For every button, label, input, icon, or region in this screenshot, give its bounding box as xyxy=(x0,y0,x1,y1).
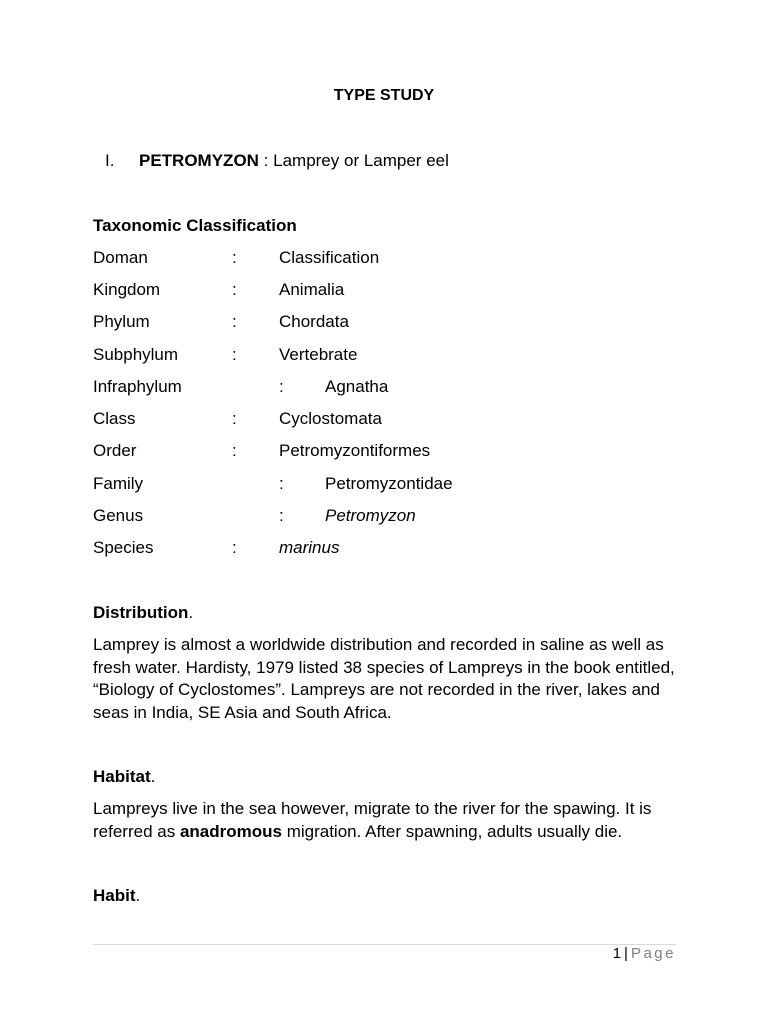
taxonomy-value: Classification xyxy=(279,248,380,267)
taxonomy-colon: : xyxy=(279,506,284,525)
taxonomy-value: Chordata xyxy=(279,312,349,331)
taxonomy-colon: : xyxy=(232,280,237,299)
taxonomy-rank: Phylum xyxy=(93,312,150,331)
distribution-paragraph: Lamprey is almost a worldwide distribution and recorded in saline as well as fresh water. Hardisty, 1979 listed 38 species of Lampreys in the book entitled, “Biology of Cyclostomes”. Lampreys are not recorded in the river, lakes and seas in India, SE Asia and South Africa. xyxy=(93,635,675,723)
taxonomy-rank: Order xyxy=(93,441,137,460)
distribution-title: Distribution xyxy=(93,603,189,622)
taxonomy-value: Agnatha xyxy=(325,377,389,396)
distribution-heading xyxy=(93,603,193,623)
taxonomy-rank: Kingdom xyxy=(93,280,161,299)
taxonomy-colon: : xyxy=(232,312,237,331)
taxonomy-rank: Infraphylum xyxy=(93,377,182,396)
distribution-period: . xyxy=(188,603,194,622)
taxonomy-value: Petromyzontiformes xyxy=(279,441,431,460)
taxonomy-rank: Class xyxy=(93,409,136,428)
taxonomy-rank: Family xyxy=(93,474,144,493)
taxonomy-value: Petromyzon xyxy=(325,506,416,525)
habitat-text-before: Lampreys live in the sea however, migrate to the river for the spawing. It is referred as xyxy=(93,799,652,841)
taxonomy-colon: : xyxy=(232,409,237,428)
habitat-title: Habitat xyxy=(93,767,151,786)
page-number: 1 xyxy=(612,945,622,962)
footer-separator: | xyxy=(624,945,628,962)
heading-numeral: I. xyxy=(105,151,115,170)
taxonomy-colon: : xyxy=(232,345,237,364)
habit-period: . xyxy=(135,886,141,905)
habitat-period: . xyxy=(150,767,156,786)
footer-divider xyxy=(93,944,676,945)
taxonomy-value: Petromyzontidae xyxy=(325,474,453,493)
taxonomy-value: Vertebrate xyxy=(279,345,358,364)
taxonomy-rank: Doman xyxy=(93,248,148,267)
taxonomy-title: Taxonomic Classification xyxy=(93,216,297,235)
taxonomy-rank: Subphylum xyxy=(93,345,179,364)
taxonomy-value: Cyclostomata xyxy=(279,409,382,428)
habitat-bold-term: anadromous xyxy=(179,821,282,841)
taxonomy-colon: : xyxy=(232,248,237,267)
taxonomy-value: marinus xyxy=(279,538,340,557)
taxonomy-rank: Genus xyxy=(93,506,144,525)
habitat-heading xyxy=(93,767,155,787)
footer-page-word: Page xyxy=(630,945,676,962)
heading-genus-name: PETROMYZON xyxy=(139,151,259,170)
taxonomy-colon: : xyxy=(279,474,284,493)
habitat-text-after: migration. After spawning, adults usually die. xyxy=(281,821,623,841)
taxonomy-colon: : xyxy=(232,538,237,557)
taxonomy-rank: Species xyxy=(93,538,154,557)
habit-title: Habit xyxy=(93,886,136,905)
taxonomy-value: Animalia xyxy=(279,280,345,299)
page-title: TYPE STUDY xyxy=(333,87,435,104)
type-study-heading xyxy=(105,151,449,171)
habitat-paragraph xyxy=(93,798,683,843)
habit-heading xyxy=(93,886,140,906)
page-footer xyxy=(613,945,676,962)
taxonomy-colon: : xyxy=(279,377,284,396)
heading-common-name: : Lamprey or Lamper eel xyxy=(258,151,449,170)
taxonomy-colon: : xyxy=(232,441,237,460)
